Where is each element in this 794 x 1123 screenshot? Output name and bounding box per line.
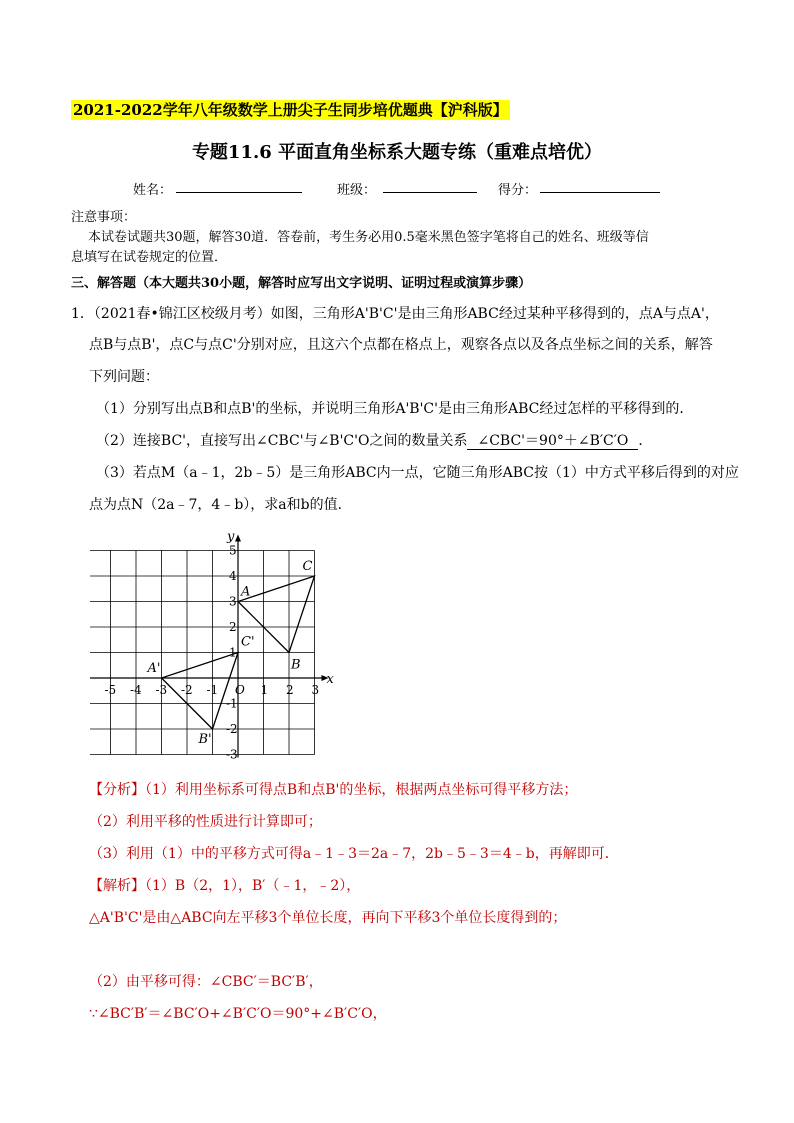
point-label: B'	[198, 732, 212, 747]
x-axis-label: x	[326, 672, 334, 687]
notice-heading: 注意事项：	[71, 210, 137, 225]
name-label: 姓名：	[133, 183, 173, 198]
analysis-tag: 【分析】	[89, 782, 145, 798]
point-label: A	[241, 584, 251, 600]
x-tick-label: 1	[260, 683, 269, 697]
part2-prefix: （2）连接BC'，直接写出∠CBC'与∠B'C'O之间的数量关系	[96, 433, 468, 449]
part2-answer: ∠CBC'＝90°＋∠B′C′O	[467, 433, 638, 450]
point-label: C	[302, 559, 313, 574]
solution-line-1	[89, 875, 360, 895]
grid	[90, 551, 315, 755]
question-part-3-line-2: 点为点N（2a﹣7，4﹣b），求a和b的值．	[89, 497, 352, 513]
class-field[interactable]	[383, 179, 477, 193]
y-tick-label: 4	[229, 569, 237, 583]
notice-line-2: 息填写在试卷规定的位置．	[71, 250, 228, 265]
y-tick-label: -2	[226, 722, 238, 736]
x-tick-label: -3	[155, 683, 168, 697]
tick-labels	[105, 530, 335, 762]
point-label: C'	[241, 634, 255, 650]
y-tick-label: 2	[229, 620, 237, 634]
solution-line-1-text: （1）B（2，1），B′（﹣1，﹣2），	[145, 878, 361, 894]
question-part-2	[96, 430, 652, 450]
score-label: 得分：	[498, 183, 538, 198]
analysis-line-1-text: （1）利用坐标系可得点B和点B'的坐标，根据两点坐标可得平移方法；	[145, 782, 578, 798]
question-part-3-line-1: （3）若点M（a﹣1，2b﹣5）是三角形ABC内一点，它随三角形ABC按（1）中方式平移后得到的对应	[96, 465, 739, 481]
header-tag: 2021-2022学年八年级数学上册尖子生同步培优题典【沪科版】	[73, 101, 508, 119]
part2-suffix: ．	[638, 433, 653, 449]
origin-label: O	[235, 683, 245, 697]
solution-line-3: （2）由平移可得：∠CBC′＝BC′B′，	[89, 974, 323, 990]
y-tick-label: 5	[229, 543, 237, 558]
question-line-1: 1．（2021春•锦江区校级月考）如图，三角形A'B'C'是由三角形ABC经过某种平移得到的，点A与点A'，	[71, 306, 719, 322]
notice-line-1: 本试卷试题共30题，解答30道．答卷前，考生务必用0.5毫米黑色签字笔将自己的姓名、班级等信	[88, 230, 649, 245]
name-field[interactable]	[176, 179, 302, 193]
x-tick-label: -4	[130, 683, 142, 697]
score-field[interactable]	[540, 179, 660, 193]
x-tick-label: -1	[206, 683, 219, 697]
y-tick-label: -3	[226, 747, 238, 762]
page-title: 专题11.6 平面直角坐标系大题专练（重难点培优）	[191, 142, 603, 163]
solution-tag: 【解析】	[89, 878, 145, 894]
point-label: A'	[147, 661, 161, 676]
y-axis-label: y	[227, 529, 235, 545]
x-tick-label: -2	[181, 683, 193, 697]
solution-line-4: ∵∠BC′B′＝∠BC′O+∠B′C′O＝90°+∠B′C′O，	[89, 1006, 387, 1022]
x-tick-label: 3	[311, 683, 320, 697]
x-tick-label: 2	[286, 683, 294, 697]
section-heading: 三、解答题（本大题共30小题，解答时应写出文字说明、证明过程或演算步骤）	[71, 276, 532, 291]
question-part-1: （1）分别写出点B和点B'的坐标，并说明三角形A'B'C'是由三角形ABC经过怎样的平移得到的．	[96, 401, 694, 417]
question-line-2: 点B与点B'，点C与点C'分别对应，且这六个点都在格点上，观察各点以及各点坐标之间的关系，解答	[89, 337, 713, 353]
analysis-line-2: （2）利用平移的性质进行计算即可；	[89, 814, 322, 830]
y-tick-label: 1	[229, 645, 237, 660]
triangle-a1b1c1	[162, 653, 239, 730]
axes	[90, 535, 329, 758]
y-tick-label: -1	[226, 696, 238, 711]
y-tick-label: 3	[229, 594, 237, 609]
solution-line-2: △A'B'C'是由△ABC向左平移3个单位长度，再向下平移3个单位长度得到的；	[89, 910, 567, 926]
analysis-line-3: （3）利用（1）中的平移方式可得a﹣1﹣3＝2a﹣7，2b﹣5﹣3＝4﹣b，再解即可．	[89, 846, 619, 862]
x-tick-label: -5	[104, 683, 117, 697]
y-axis-arrow	[235, 535, 241, 542]
coordinate-graph	[90, 518, 350, 773]
question-line-3: 下列问题：	[89, 369, 159, 385]
analysis-line-1	[89, 779, 577, 799]
point-label: B	[291, 657, 301, 673]
class-label: 班级：	[337, 183, 377, 198]
